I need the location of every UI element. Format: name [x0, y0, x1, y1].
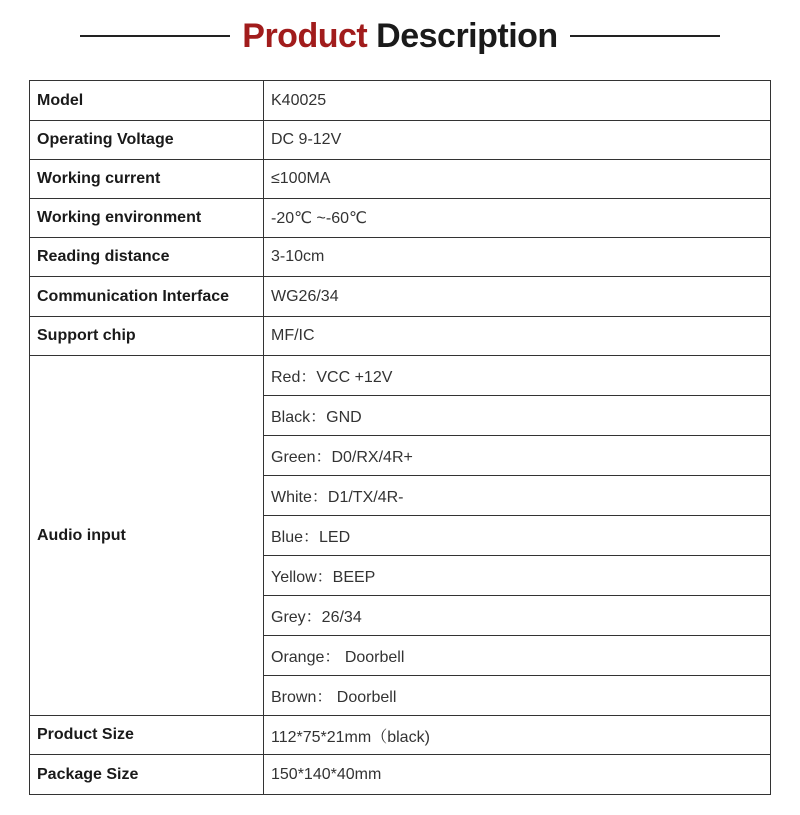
header-rule-right: [570, 35, 720, 37]
wire-line: Grey：26/34: [264, 596, 771, 636]
header-rule-left: [80, 35, 230, 37]
wire-line: Black：GND: [264, 396, 771, 436]
spec-row-environment: [30, 199, 771, 238]
page-title: [242, 17, 557, 56]
spec-label: Operating Voltage: [30, 121, 264, 160]
spec-value: 150*140*40mm: [264, 755, 771, 795]
spec-row-chip: [30, 317, 771, 356]
spec-value: ≤100MA: [264, 160, 771, 199]
wire-line: Blue：LED: [264, 516, 771, 556]
spec-value: -20℃ ~-60℃: [264, 199, 771, 238]
wire-line: Red：VCC +12V: [264, 356, 771, 396]
spec-value: 112*75*21mm（black): [264, 716, 771, 755]
wire-line: Orange： Doorbell: [264, 636, 771, 676]
spec-label: Communication Interface: [30, 277, 264, 317]
spec-value: K40025: [264, 81, 771, 121]
spec-row-voltage: [30, 121, 771, 160]
spec-row-package-size: [30, 755, 771, 795]
spec-row-interface: [30, 277, 771, 317]
spec-label: Model: [30, 81, 264, 121]
wire-line: Brown： Doorbell: [264, 676, 771, 716]
spec-value: WG26/34: [264, 277, 771, 317]
spec-label: Package Size: [30, 755, 264, 795]
spec-value: MF/IC: [264, 317, 771, 356]
title-rest: Description: [376, 16, 558, 55]
page-header: [0, 14, 800, 58]
spec-row-model: [30, 81, 771, 121]
spec-value: DC 9-12V: [264, 121, 771, 160]
audio-row: [30, 356, 771, 396]
wire-line: Green：D0/RX/4R+: [264, 436, 771, 476]
wire-line: White：D1/TX/4R-: [264, 476, 771, 516]
spec-value: 3-10cm: [264, 238, 771, 277]
wire-line: Yellow：BEEP: [264, 556, 771, 596]
spec-row-current: [30, 160, 771, 199]
spec-label: Support chip: [30, 317, 264, 356]
spec-label: Product Size: [30, 716, 264, 755]
audio-label: Audio input: [30, 356, 264, 716]
spec-row-distance: [30, 238, 771, 277]
spec-label: Reading distance: [30, 238, 264, 277]
spec-row-product-size: [30, 716, 771, 755]
title-accent: Product: [242, 16, 368, 55]
spec-label: Working environment: [30, 199, 264, 238]
spec-label: Working current: [30, 160, 264, 199]
spec-table: [29, 80, 771, 795]
